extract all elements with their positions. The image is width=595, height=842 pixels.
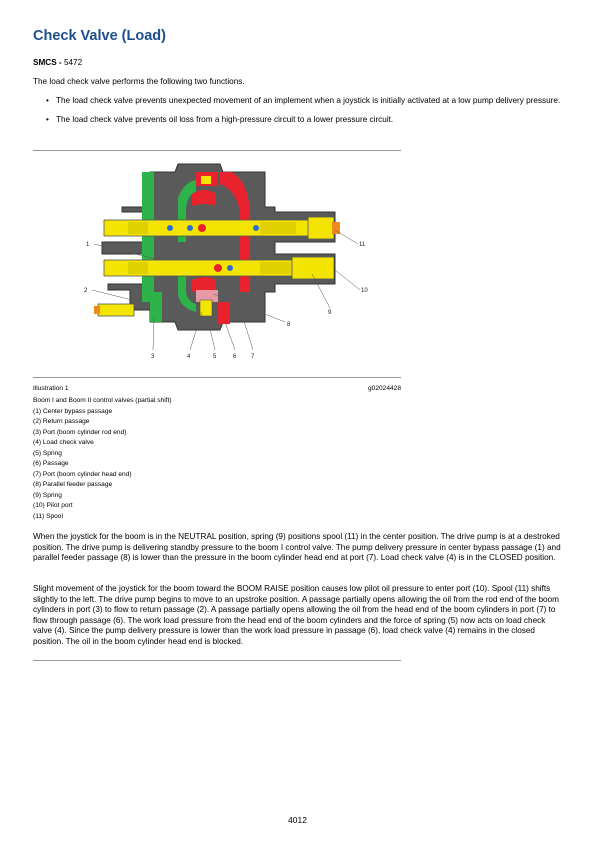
legend-item: (1) Center bypass passage	[33, 407, 113, 415]
list-item: • The load check valve prevents oil loss from a high-pressure circuit to a lower pressure circuit.	[46, 115, 561, 126]
page-title: Check Valve (Load)	[33, 28, 166, 44]
intro-paragraph: The load check valve performs the following two functions.	[33, 77, 245, 86]
callout-3: 3	[151, 354, 155, 360]
ball-icon	[214, 264, 222, 272]
graphic-id: g02024428	[367, 385, 401, 392]
callout-10: 10	[361, 288, 368, 294]
function-list	[46, 96, 561, 133]
control-valve-diagram	[80, 162, 380, 362]
callout-11: 11	[359, 242, 366, 248]
red-passage	[218, 302, 230, 324]
illustration-figure	[80, 162, 380, 362]
upper-spool-land	[260, 222, 296, 234]
relief-valve-cap	[94, 306, 100, 314]
legend-item: (10) Pilot port	[33, 502, 73, 509]
body-paragraph: Slight movement of the joystick for the boom toward the BOOM RAISE position causes low pilot oil pressure to enter port (10). Spool (11) shifts slightly to the left. The drive pump begins to move to an upstroke position. A passage partially opens allowing the oil from the rod end of the boom cylinders in port (3) to flow to return passage (2). A passage partially opens allowing the oil from the head end of the boom cylinders in port (7) to flow through passage (6). The work load pressure from the head end of the boom cylinders and the force of spring (5) now acts on load check valve (4). Since the pump delivery pressure is lower than the work load pressure in passage (6), load check valve (4) remains in the closed position. The oil in the boom cylinder head end is blocked.	[33, 584, 559, 646]
body-paragraph: When the joystick for the boom is in the NEUTRAL position, spring (9) positions spool (11) in the center position. The drive pump is at a destroked position. The drive pump is delivering standby pressure to the boom I control valve. The pump delivery pressure in center bypass passage (1) and parallel feeder passage (8) is lower than the pressure in the boom cylinder head end at port (7). Load check valve (4) is in the CLOSED position.	[33, 532, 561, 563]
legend-item: (4) Load check valve	[33, 439, 94, 446]
callout-7: 7	[251, 354, 255, 360]
legend-item: (3) Port (boom cylinder rod end)	[33, 428, 127, 436]
red-passage	[192, 277, 216, 292]
page-number: 4012	[288, 815, 307, 825]
upper-spool-land	[128, 222, 148, 234]
ball-icon	[227, 265, 233, 271]
divider	[33, 150, 401, 151]
divider	[33, 660, 401, 661]
smcs-value: 5472	[63, 58, 83, 67]
callout-8: 8	[287, 322, 291, 328]
smcs-code	[33, 58, 82, 67]
check-spring-top	[201, 176, 211, 184]
callout-4: 4	[187, 354, 191, 360]
legend-item: (2) Return passage	[33, 418, 90, 425]
ball-icon	[187, 225, 193, 231]
callout-9: 9	[328, 310, 332, 316]
callout-2: 2	[84, 288, 88, 294]
legend-item: (6) Passage	[33, 460, 69, 467]
caption-title: Boom I and Boom II control valves (partial shift)	[33, 397, 172, 404]
callout-6: 6	[233, 354, 237, 360]
ball-icon	[167, 225, 173, 231]
red-passage	[192, 190, 216, 206]
spring-housing-top	[308, 217, 334, 239]
legend-item: (11) Spool	[33, 512, 63, 520]
legend-item: (5) Spring	[33, 449, 62, 457]
relief-valve	[98, 304, 134, 316]
smcs-label: SMCS -	[33, 58, 62, 67]
caption-legend	[33, 396, 172, 522]
ball-icon	[198, 224, 206, 232]
load-check-spring	[200, 300, 212, 316]
list-item: • The load check valve prevents unexpected movement of an implement when a joystick is initially activated at a low pump delivery pressure.	[46, 96, 561, 107]
callout-1: 1	[86, 242, 90, 248]
lower-spool-land	[128, 262, 148, 274]
caption-header	[33, 385, 401, 392]
lower-spool-land	[260, 262, 296, 274]
legend-item: (7) Port (boom cylinder head end)	[33, 470, 132, 478]
legend-item: (9) Spring	[33, 491, 62, 499]
callout-5: 5	[213, 354, 217, 360]
legend-item: (8) Parallel feeder passage	[33, 481, 113, 488]
divider	[33, 377, 401, 378]
illustration-label: Illustration 1	[33, 385, 69, 392]
ball-icon	[253, 225, 259, 231]
